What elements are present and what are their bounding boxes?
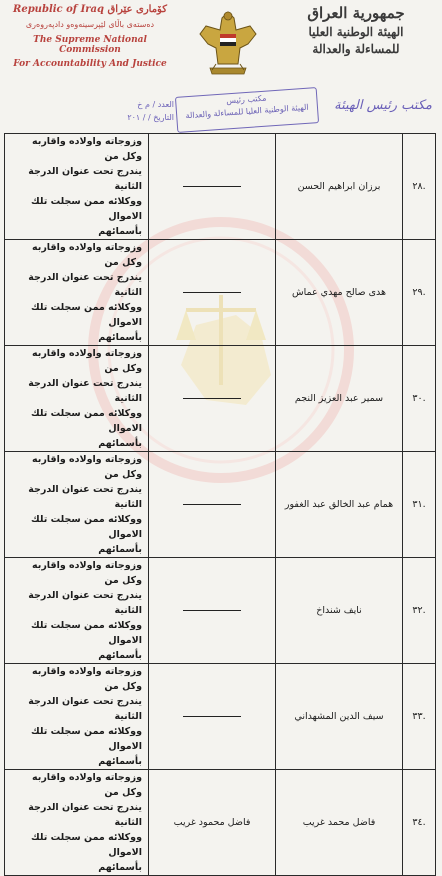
agent-name [149,346,276,452]
note-line: بأسمائهم [98,226,142,237]
row-number: .٢٨ [403,134,436,240]
row-number: .٣٤ [403,770,436,876]
empty-dash [183,504,241,505]
note-line: يندرج تحت عنوان الدرجة الثانية [28,378,142,404]
empty-dash [183,292,241,293]
agent-name [149,452,276,558]
note-line: بأسمائهم [98,862,142,873]
note-cell [5,664,149,770]
header-ar-justice: للمساءلة والعدالة [312,42,400,56]
note-line: ووكلائه ممن سجلت تلك الاموال [30,620,142,646]
note-line: يندرج تحت عنوان الدرجة الثانية [28,590,142,616]
office-stamp: مكتب رئيس الهيئة الوطنية العليا للمساءلة والعدالة [175,87,319,133]
note-line: وزوجاته واولاده واقاربه وكل من [31,348,142,374]
person-name: هدى صالح مهدي عماش [276,240,403,346]
note-line: ووكلائه ممن سجلت تلك الاموال [30,408,142,434]
header-en-republic: Republic of Iraq کۆماری عێراق [13,4,167,15]
note-line: بأسمائهم [98,332,142,343]
document-meta [24,100,174,126]
table-row [5,558,436,664]
note-cell [5,770,149,876]
empty-dash [183,610,241,611]
note-line: وزوجاته واولاده واقاربه وكل من [31,772,142,798]
agent-name [149,240,276,346]
person-name: سيف الدين المشهداني [276,664,403,770]
note-cell [5,558,149,664]
person-name: نايف شنداخ [276,558,403,664]
table-row [5,770,436,876]
note-line: وزوجاته واولاده واقاربه وكل من [31,560,142,586]
header-english [4,4,176,69]
eagle-emblem-icon [196,4,260,88]
names-table [4,133,436,876]
person-name: سمير عبد العزيز النجم [276,346,403,452]
note-line: ووكلائه ممن سجلت تلك الاموال [30,196,142,222]
note-line: يندرج تحت عنوان الدرجة الثانية [28,802,142,828]
header-ar-commission: الهيئة الوطنية العليا [308,25,404,39]
note-cell [5,452,149,558]
note-line: وزوجاته واولاده واقاربه وكل من [31,666,142,692]
header-kurdish-commission: دەستەی باڵای لێپرسینەوەو دادپەروەری [25,20,155,29]
note-line: ووكلائه ممن سجلت تلك الاموال [30,726,142,752]
note-cell [5,346,149,452]
note-line: ووكلائه ممن سجلت تلك الاموال [30,832,142,858]
note-line: وزوجاته واولاده واقاربه وكل من [31,454,142,480]
note-line: بأسمائهم [98,544,142,555]
date-label: التاريخ / / ٢٠١ [127,113,174,122]
table-row [5,240,436,346]
number-label: العدد / م خ [137,100,174,109]
agent-name [149,664,276,770]
empty-dash [183,186,241,187]
person-name: فاضل محمد غريب [276,770,403,876]
note-line: يندرج تحت عنوان الدرجة الثانية [28,696,142,722]
header-ar-republic: جمهورية العراق [307,4,405,22]
row-number: .٣٢ [403,558,436,664]
table-row [5,346,436,452]
row-number: .٣٣ [403,664,436,770]
row-number: .٢٩ [403,240,436,346]
header-arabic [276,4,436,56]
agent-name: فاضل محمود غريب [149,770,276,876]
table-row [5,664,436,770]
row-number: .٣٠ [403,346,436,452]
note-cell [5,240,149,346]
note-line: بأسمائهم [98,756,142,767]
header-en-commission-1: The Supreme National Commission [33,35,147,55]
note-cell [5,134,149,240]
table-row [5,452,436,558]
person-name: همام عبد الخالق عبد الغفور [276,452,403,558]
agent-name [149,558,276,664]
note-line: وزوجاته واولاده واقاربه وكل من [31,136,142,162]
note-line: ووكلائه ممن سجلت تلك الاموال [30,514,142,540]
note-line: يندرج تحت عنوان الدرجة الثانية [28,166,142,192]
office-label: مكتب رئيس الهيئة [334,98,432,113]
empty-dash [183,398,241,399]
note-line: يندرج تحت عنوان الدرجة الثانية [28,272,142,298]
header-en-commission-2: For Accountability And Justice [13,59,167,69]
agent-name [149,134,276,240]
note-line: بأسمائهم [98,438,142,449]
note-line: ووكلائه ممن سجلت تلك الاموال [30,302,142,328]
person-name: برزان ابراهيم الحسن [276,134,403,240]
empty-dash [183,716,241,717]
note-line: وزوجاته واولاده واقاربه وكل من [31,242,142,268]
row-number: .٣١ [403,452,436,558]
table-row [5,134,436,240]
note-line: بأسمائهم [98,650,142,661]
note-line: يندرج تحت عنوان الدرجة الثانية [28,484,142,510]
